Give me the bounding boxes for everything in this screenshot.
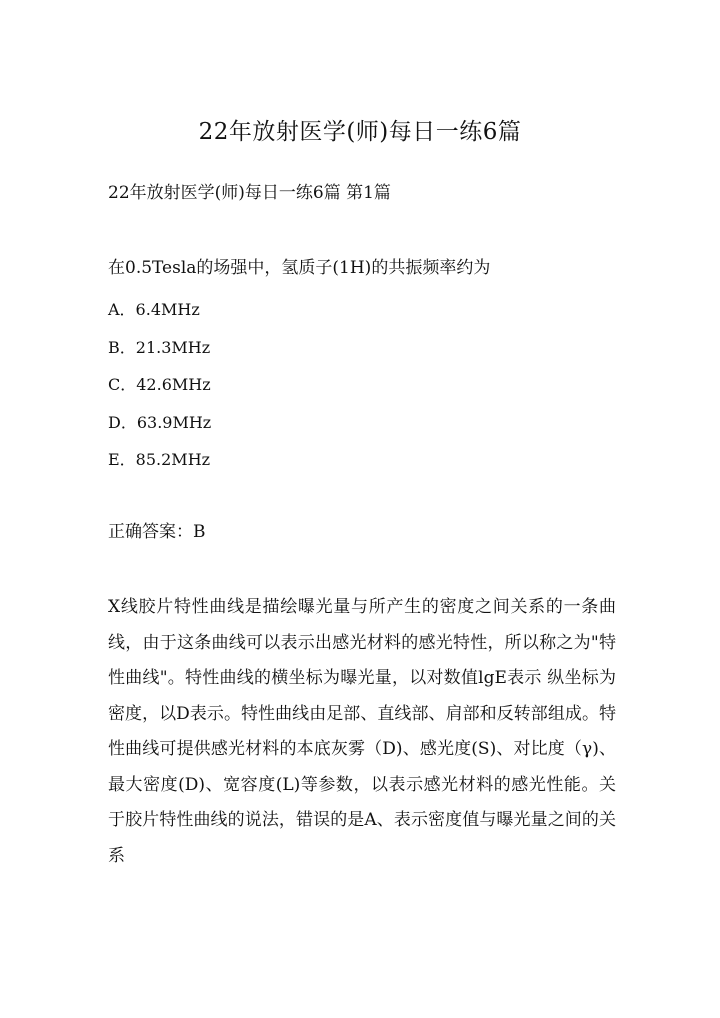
option-a: A．6.4MHz [108, 300, 200, 319]
option-b: B．21.3MHz [108, 337, 211, 357]
question-stem: 在0.5Tesla的场强中，氢质子(1H)的共振频率约为 [108, 258, 491, 278]
document-title: 22年放射医学(师)每日一练6篇 [198, 119, 522, 145]
correct-answer: 正确答案：B [108, 522, 206, 542]
section-heading: 22年放射医学(师)每日一练6篇 第1篇 [108, 183, 391, 203]
explanation-paragraph: X线胶片特性曲线是描绘曝光量与所产生的密度之间关系的一条曲线，由于这条曲线可以表示出感光材料的感光特性，所以称之为"特性曲线"。特性曲线的横坐标为曝光量，以对数值lgE表示 纵坐标为密度，以D表示。特性曲线由足部、直线部、肩部和反转部组成。特性曲线可提供感光材料的本底灰雾（D)、感光度(S)、对比度（γ)、最大密度(D)、宽容度(L)等参数，以表示感光材料的感光性能。关于胶片特性曲线的说法，错误的是A、表示密度值与曝光量之间的关系 [108, 597, 616, 866]
answer-options [108, 291, 211, 479]
option-c: C．42.6MHz [108, 375, 211, 394]
option-d: D．63.9MHz [108, 412, 212, 432]
option-e: E．85.2MHz [108, 450, 211, 469]
